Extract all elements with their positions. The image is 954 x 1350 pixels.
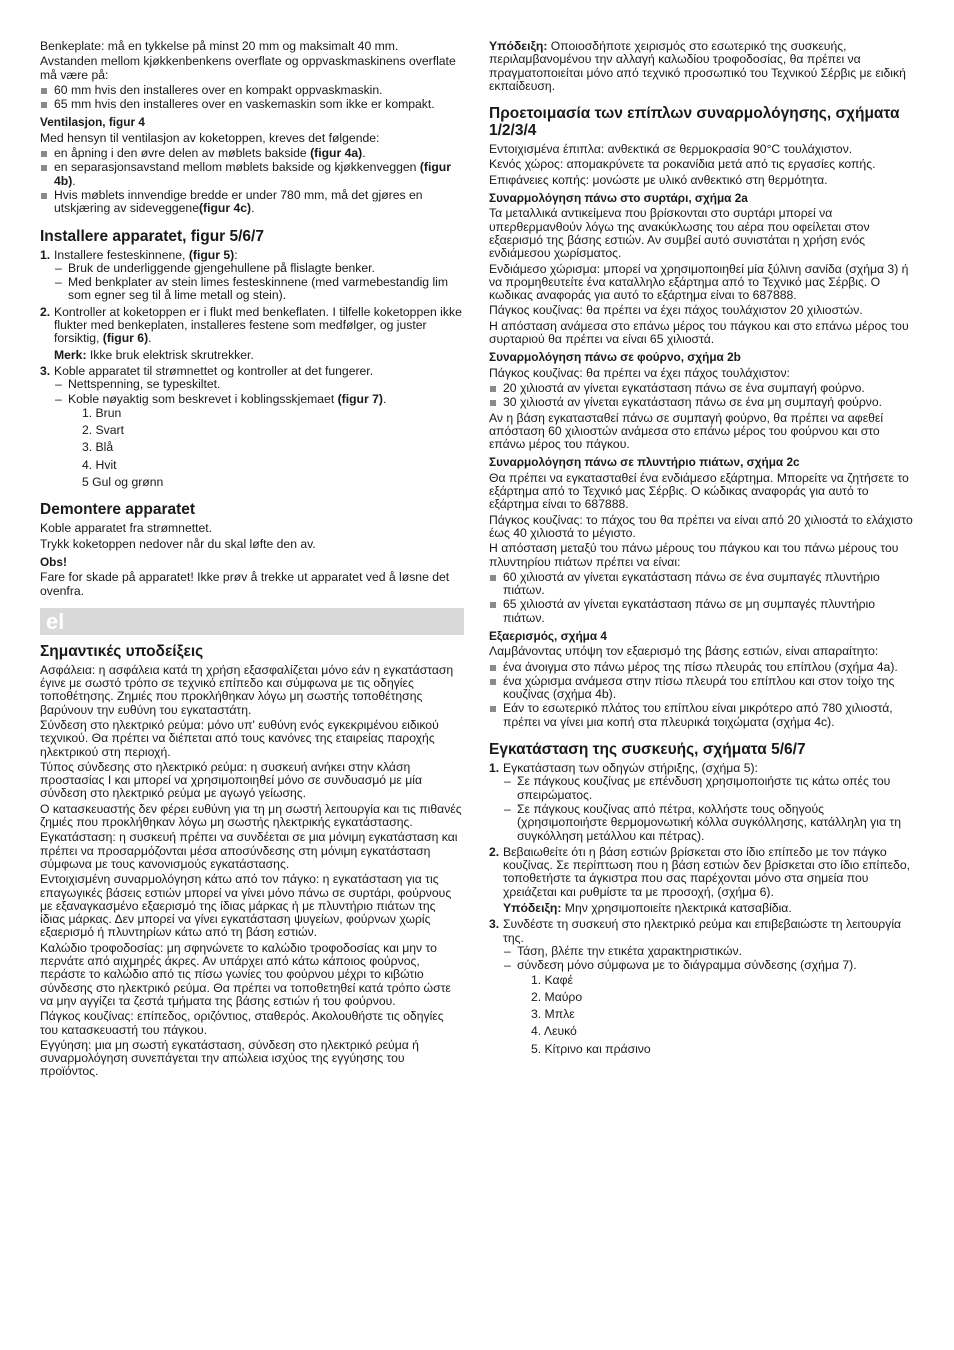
ventilation-heading: Εξαερισμός, σχήμα 4 bbox=[489, 628, 607, 643]
list-item: – Koble nøyaktig som beskrevet i koblingsskjemaet (figur 7). bbox=[54, 393, 464, 406]
list-item: – σύνδεση μόνο σύμφωνα με το διάγραμμα σύνδεσης (σχήμα 7). bbox=[503, 959, 913, 972]
list-item: 1. Brun bbox=[82, 405, 122, 420]
list-item: 60 χιλιοστά αν γίνεται εγκατάσταση πάνω σε ένα συμπαγές πλυντήριο πιάτων. bbox=[489, 571, 913, 598]
paragraph: Κενός χώρος: απομακρύνετε τα ροκανίδια μετά από τις εργασίες κοπής. bbox=[489, 157, 876, 172]
dishwasher-list bbox=[489, 571, 913, 625]
paragraph: Ενδιάμεσο χώρισμα: μπορεί να χρησιμοποιηθεί μία ξύλινη σανίδα (σχήμα 3) ή να προμηθευτείτε ένα καταλληλο εξάρτημα από το Τεχνικό μας Σέρβις. Ο κωδικας αναφοράς για αυτό το εξάρτημα είναι το 687888. bbox=[489, 261, 909, 303]
list-item: 65 χιλιοστά αν γίνεται εγκατάσταση πάνω σε μη συμπαγές πλυντήριο πιάτων. bbox=[489, 598, 913, 625]
paragraph: Αν η βάση εγκατασταθεί πάνω σε συμπαγή φούρνο, θα πρέπει να αφεθεί απόσταση 60 χιλιοστών ανάμεσα στο επάνω μέρος του φούρνου και στο επάνω μέρος του πάγκου. bbox=[489, 410, 884, 452]
install-heading: Εγκατάσταση της συσκευής, σχήματα 5/6/7 bbox=[489, 741, 806, 759]
language-code: el bbox=[46, 608, 65, 634]
step-2: 2. Kontroller at koketoppen er i flukt med benkeflaten. I tilfelle koketoppen ikke flukter med benkeplaten, installeres festene som medfølger, og juster forsiktig, (figur 6). Merk: Ikke bruk elektrisk skrutrekker. bbox=[40, 306, 464, 362]
list-item: 1. Καφέ bbox=[531, 972, 573, 987]
list-item: – Σε πάγκους κουζίνας από πέτρα, κολλήστε τους οδηγούς (χρησιμοποιήστε θερμομονωτική κόλλα συγκόλλησης, κατάλληλη για τη συγκόλληση μετάλλου και πέτρας). bbox=[503, 803, 913, 843]
install-heading: Installere apparatet, figur 5/6/7 bbox=[40, 227, 264, 245]
paragraph: Πάγκος κουζίνας: θα πρέπει να έχει πάχος τουλάχιστον 20 χιλιοστών. bbox=[489, 303, 863, 318]
dishwasher-heading: Συναρμολόγηση πάνω σε πλυντήριο πιάτων, σχήμα 2c bbox=[489, 455, 800, 470]
paragraph: Τα μεταλλικά αντικείμενα που βρίσκονται στο συρτάρι μπορεί να υπερθερμανθούν λόγω της ανακύκλωσης του αέρα που οφείλεται στον εξαερισμό της βάσης εστιών. Αν συμβεί αυτό συνιστάται η χρήση ενός ενδιάμεσου χωρίσματος. bbox=[489, 206, 870, 261]
drawer-heading: Συναρμολόγηση πάνω στο συρτάρι, σχήμα 2a bbox=[489, 191, 748, 206]
list-item: – Τάση, βλέπε την ετικέτα χαρακτηριστικών. bbox=[503, 945, 913, 958]
distance-intro-text: Avstanden mellom kjøkkenbenkens overflate og oppvaskmaskinens overflate må være på: bbox=[40, 54, 456, 82]
paragraph: Σύνδεση στο ηλεκτρικό ρεύμα: μόνο υπ' ευθύνη ενός εγκεκριμένου ειδικού τεχνικού. Θα πρέπει να διέπεται από τους κανόνες της εταιρείας παροχής ηλεκτρικού στη περιοχή. bbox=[40, 717, 439, 759]
oven-list bbox=[489, 382, 913, 410]
left-column bbox=[40, 40, 464, 1081]
list-item: 65 mm hvis den installeres over en vaskemaskin som ikke er kompakt. bbox=[40, 98, 464, 111]
step-1: 1. Εγκατάσταση των οδηγών στήριξης, (σχήμα 5): – Σε πάγκους κουζίνας με επένδυση χρησιμοποιήστε τις κάτω οπές του σπειρώματος. – Σε πάγκους κουζίνας από πέτρα, κολλήστε τους οδηγούς (χρησιμοποιήστε θερμομονωτική κόλλα συγκόλλησης, κατάλληλη για τη συγκόλληση μετάλλου και πέτρας). bbox=[489, 762, 913, 843]
list-item: 3. Μπλε bbox=[531, 1007, 575, 1022]
language-bar bbox=[40, 608, 464, 635]
list-item: – Σε πάγκους κουζίνας με επένδυση χρησιμοποιήστε τις κάτω οπές του σπειρώματος. bbox=[503, 775, 913, 802]
step-1: 1. Installere festeskinnene, (figur 5): – Bruk de underliggende gjengehullene på flislagte benker. – Med benkplater av stein limes festeskinnene (med varmebestandig lim som egner seg til å lime metall og stein). bbox=[40, 249, 464, 303]
wire-color-list bbox=[54, 407, 464, 489]
list-item: 4. Λευκό bbox=[531, 1024, 577, 1039]
paragraph: Εντοιχισμένη συναρμολόγηση κάτω από τον πάγκο: η εγκατάσταση για τις επαγωγικές βάσεις εστιών μπορεί να γίνει μόνο πάνω σε συρτάρι, φούρνους με εξαναγκασμένο εξαερισμό της ίδιας μάρκας ή με πλυντήριο πιάτων της ίδιας μάρκας. Δεν μπορεί να γίνει εγκατάσταση ψυγείων, φούρνων χωρίς εξαερισμό ή πλυντηρίων κάτω από τη βάση εστιών. bbox=[40, 872, 452, 940]
paragraph: Επιφάνειες κοπής: μονώστε με υλικό ανθεκτικό στη θερμότητα. bbox=[489, 172, 828, 187]
ventilation-list bbox=[489, 661, 913, 729]
paragraph: Ο κατασκευαστής δεν φέρει ευθύνη για τη μη σωστή λειτουργία και τις πιθανές ζημιές που προκλήθηκαν λόγω μη σωστής ηλεκτρικής εγκατάστασης. bbox=[40, 801, 462, 830]
list-item: Εάν το εσωτερικό πλάτος του επίπλου είναι μικρότερο από 780 χιλιοστά, πρέπει να γίνει μια κοπή στα πλευρικά τοιχώματα (σχήμα 4c). bbox=[489, 702, 913, 729]
step-3: 3. Koble apparatet til strømnettet og kontroller at det fungerer. – Nettspenning, se typeskiltet. – Koble nøyaktig som beskrevet i koblingsskjemaet (figur 7). 1. Brun 2. Svart 3. Blå 4. Hvit 5 Gul og grønn bbox=[40, 365, 464, 489]
list-item: 20 χιλιοστά αν γίνεται εγκατάσταση πάνω σε ένα συμπαγή φούρνο. bbox=[489, 382, 913, 395]
paragraph: Η απόσταση μεταξύ του πάνω μέρους του πάγκου και του πάνω μέρους του πλυντηρίου πιάτων πρέπει να είναι: bbox=[489, 541, 899, 569]
list-item: – Bruk de underliggende gjengehullene på flislagte benker. bbox=[54, 262, 464, 275]
list-item: 60 mm hvis den installeres over en kompakt oppvaskmaskin. bbox=[40, 84, 464, 97]
remove-text-1: Koble apparatet fra strømnettet. bbox=[40, 521, 213, 536]
distance-list bbox=[40, 84, 464, 112]
list-item: Hvis møblets innvendige bredde er under 780 mm, må det gjøres en utskjæring av sideveggene(figur 4c). bbox=[40, 189, 464, 216]
wire-color-list bbox=[503, 974, 913, 1056]
prep-heading: Προετοιμασία των επίπλων συναρμολόγησης, σχήματα 1/2/3/4 bbox=[489, 105, 900, 140]
paragraph: Εγκατάσταση: η συσκευή πρέπει να συνδέεται σε μια μόνιμη εγκατάσταση και πρέπει να προσαρμόζονται μέσα αποσύνδεσης στη μόνιμη εγκατάσταση σύμφωνα με τους κανονισμούς εγκατάστασης. bbox=[40, 830, 458, 871]
list-item: 5 Gul og grønn bbox=[82, 475, 164, 490]
remove-heading: Demontere apparatet bbox=[40, 501, 196, 519]
worktop-thickness-text: Benkeplate: må en tykkelse på minst 20 mm og maksimalt 40 mm. bbox=[40, 39, 399, 53]
list-item: 2. Svart bbox=[82, 423, 124, 438]
paragraph: Θα πρέπει να εγκατασταθεί ένα ενδιάμεσο εξάρτημα. Μπορείτε να ζητήσετε το εξάρτημα από το Τεχνικό μας Σέρβις. Ο κώδικας αναφοράς για αυτό το εξάρτημα είναι το 687888. bbox=[489, 470, 909, 512]
paragraph: Εγγύηση: μια μη σωστή εγκατάσταση, σύνδεση στο ηλεκτρικό ρεύμα ή συναρμολόγηση συνεπάγεται την απώλεια ισχύος της εγγύησης του προϊόντος. bbox=[40, 1037, 419, 1079]
obs-text: Fare for skade på apparatet! Ikke prøv å trekke ut apparatet ved å løsne det ovenfra. bbox=[40, 570, 450, 598]
list-item: – Med benkplater av stein limes festeskinnene (med varmebestandig lim som egner seg til å lime metall og stein). bbox=[54, 276, 464, 303]
list-item: 30 χιλιοστά αν γίνεται εγκατάσταση πάνω σε ένα μη συμπαγή φούρνο. bbox=[489, 396, 913, 409]
paragraph: Εντοιχισμένα έπιπλα: ανθεκτικά σε θερμοκρασία 90°C τουλάχιστον. bbox=[489, 142, 853, 157]
ventilation-list bbox=[40, 147, 464, 215]
paragraph: Η απόσταση ανάμεσα στο επάνω μέρος του πάγκου και στο επάνω μέρος του συρταριού θα πρέπει να είναι 65 χιλιοστά. bbox=[489, 318, 909, 347]
right-column bbox=[489, 40, 913, 1060]
paragraph: Πάγκος κουζίνας: επίπεδος, οριζόντιος, σταθερός. Ακολουθήστε τις οδηγίες του κατασκευαστή του πάγκου. bbox=[40, 1009, 444, 1037]
paragraph: Τύπος σύνδεσης στο ηλεκτρικό ρεύμα: η συσκευή ανήκει στην κλάση προστασίας I και μπορεί να χρησιμοποιηθεί μόνο σε συνδυασμό με μία σύνδεση στο ηλεκτρικό ρεύμα με αγωγό γείωσης. bbox=[40, 759, 423, 801]
paragraph: Καλώδιο τροφοδοσίας: μη σφηνώνετε το καλώδιο τροφοδοσίας και μην το περνάτε από αιχμηρές άκρες. Αν υπάρχει από κάτω κάποιος φούρνος, περάστε το καλώδιο από τις πίσω γωνίες του φούρνου μέχρι το κιβώτιο σύνδεσης στο ηλεκτρικό ρεύμα. Θα πρέπει να τοποθετηθεί κατά τρόπο ώστε να μην αγγίζει τα ζεστά τμήματα της βάσης εστιών ή του φούρνου. bbox=[40, 940, 451, 1008]
paragraph: Λαμβάνοντας υπόψη τον εξαερισμό της βάσης εστιών, είναι απαραίτητο: bbox=[489, 644, 879, 659]
list-item: 3. Blå bbox=[82, 440, 114, 455]
list-item: – Nettspenning, se typeskiltet. bbox=[54, 378, 464, 391]
step-3: 3. Συνδέστε τη συσκευή στο ηλεκτρικό ρεύμα και επιβεβαιώστε τη λειτουργία της. – Τάση, βλέπε την ετικέτα χαρακτηριστικών. – σύνδεση μόνο σύμφωνα με το διάγραμμα σύνδεσης (σχήμα 7). 1. Καφέ 2. Μαύρο 3. Μπλε 4. Λευκό 5. Κίτρινο και πράσινο bbox=[489, 918, 913, 1056]
install-steps bbox=[489, 762, 913, 1056]
note: Merk: Ikke bruk elektrisk skrutrekker. bbox=[54, 347, 254, 362]
remove-text-2: Trykk koketoppen nedover når du skal løfte den av. bbox=[40, 536, 316, 551]
step-2: 2. Βεβαιωθείτε ότι η βάση εστιών βρίσκεται στο ίδιο επίπεδο με τον πάγκο κουζίνας. Σε περίπτωση που η βάση εστιών δεν βρίσκεται στο ίδιο επίπεδο, τοποθετήστε τα άγκιστρα που σας παρέχονται μόνο στα σημεία που χρειάζεται και ρυθμίστε τα με προσοχή, (σχήμα 6). Υπόδειξη: Μην χρησιμοποιείτε ηλεκτρικά κατσαβίδια. bbox=[489, 846, 913, 915]
list-item: ένα χώρισμα ανάμεσα στην πίσω πλευρά του επίπλου και στον τοίχο της κουζίνας (σχήμα 4b). bbox=[489, 675, 913, 702]
install-steps bbox=[40, 249, 464, 490]
greek-important-heading: Σημαντικές υποδείξεις bbox=[40, 642, 204, 660]
list-item: 5. Κίτρινο και πράσινο bbox=[531, 1041, 651, 1056]
list-item: 2. Μαύρο bbox=[531, 989, 583, 1004]
ventilation-heading: Ventilasjon, figur 4 bbox=[40, 115, 145, 130]
service-hint: Υπόδειξη: Οποιοσδήποτε χειρισμός στο εσωτερικό της συσκευής, περιλαμβανομένου την αλλαγή καλωδίου τροφοδοσίας, θα πρέπει να πραγματοποιείται μόνο από τεχνικό προσωπικό του Τεχνικού Σέρβις με ειδική εκπαίδευση. bbox=[489, 39, 906, 93]
list-item: en åpning i den øvre delen av møblets bakside (figur 4a). bbox=[40, 147, 464, 160]
ventilation-intro: Med hensyn til ventilasjon av koketoppen, kreves det følgende: bbox=[40, 130, 380, 145]
list-item: en separasjonsavstand mellom møblets bakside og kjøkkenveggen (figur 4b). bbox=[40, 161, 464, 188]
list-item: 4. Hvit bbox=[82, 457, 117, 472]
obs-heading: Obs! bbox=[40, 554, 67, 569]
oven-heading: Συναρμολόγηση πάνω σε φούρνο, σχήμα 2b bbox=[489, 350, 741, 365]
list-item: ένα άνοιγμα στο πάνω μέρος της πίσω πλευράς του επίπλου (σχήμα 4a). bbox=[489, 661, 913, 674]
paragraph: Πάγκος κουζίνας: θα πρέπει να έχει πάχος τουλάχιστον: bbox=[489, 365, 790, 380]
paragraph: Ασφάλεια: η ασφάλεια κατά τη χρήση εξασφαλίζεται μόνο εάν η εγκατάσταση έγινε με σωστό τρόπο σε τεχνικό επίπεδο και σύμφωνα με τις οδηγίες τοποθέτησης. Ζημιές που προκλήθηκαν λόγω μη σωστής τοποθέτησης βαρύνουν την ευθύνη του εγκαταστάτη. bbox=[40, 662, 454, 717]
paragraph: Πάγκος κουζίνας: το πάχος του θα πρέπει να είναι από 20 χιλιοστά το ελάχιστο έως 40 χιλιοστά το μέγιστο. bbox=[489, 512, 913, 540]
note: Υπόδειξη: Μην χρησιμοποιείτε ηλεκτρικά κατσαβίδια. bbox=[503, 901, 792, 916]
